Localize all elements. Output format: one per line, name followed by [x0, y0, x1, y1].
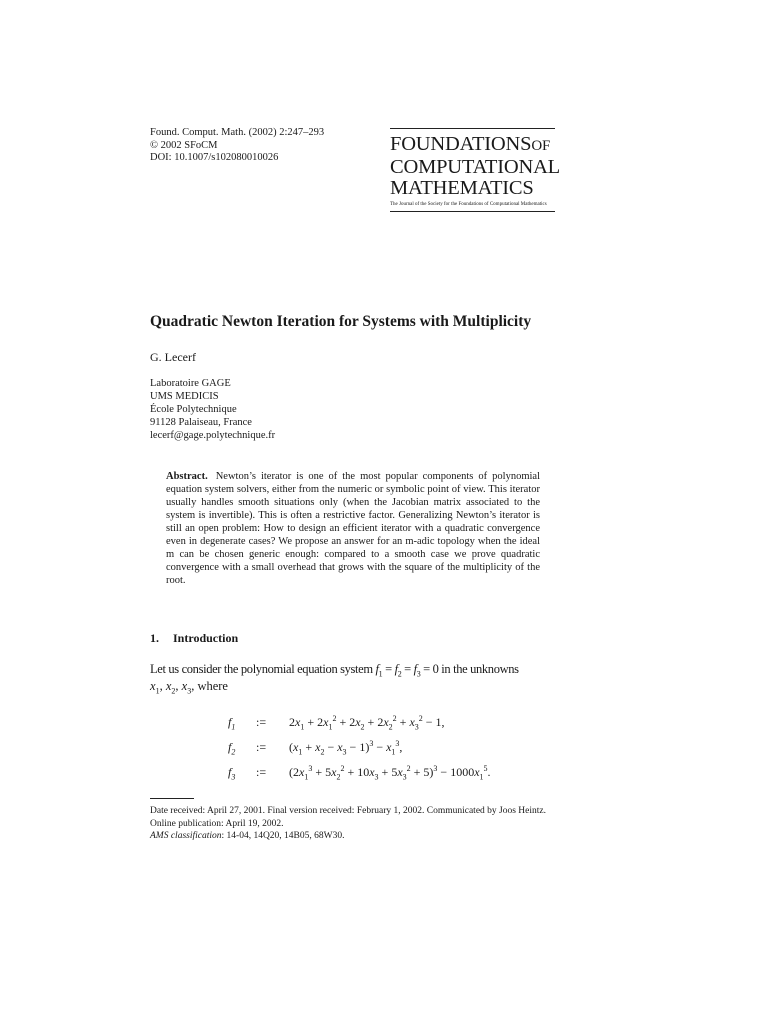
online-publication: Online publication: April 19, 2002.: [150, 818, 284, 829]
abstract-label: Abstract.: [166, 471, 208, 482]
logo-word-mathematics: MATHEMATICS: [390, 177, 534, 199]
affiliation-line: École Polytechnique: [150, 403, 237, 415]
equation-f1: $f_1$ := $2x_1 + 2x_1^2 + 2x_2 + 2x_2^2 + x_3^2 - 1$,: [228, 714, 445, 732]
equation-f2: $f_2$ := $(x_1 + x_2 - x_3 - 1)^3 - x_1^3$,: [228, 739, 403, 757]
logo-bottom-rule: [390, 211, 555, 212]
logo-word-of: OF: [531, 138, 551, 154]
article-title: Quadratic Newton Iteration for Systems with Multiplicity: [150, 313, 532, 330]
date-received: Date received: April 27, 2001. Final version received: February 1, 2002. Communicated by Joos Heintz.: [150, 806, 547, 816]
logo-word-computational: COMPUTATIONAL: [390, 156, 561, 178]
author-email: lecerf@gage.polytechnique.fr: [150, 429, 276, 441]
affiliation-line: Laboratoire GAGE: [150, 378, 231, 389]
affiliation-block: [150, 378, 275, 443]
logo-tagline: The Journal of the Society for the Foundations of Computational Mathematics: [390, 202, 547, 207]
equation-f3: $f_3$ := $(2x_1^3 + 5x_2^2 + 10x_3 + 5x_3^2 + 5)^3 - 1000x_1^5$.: [228, 764, 491, 782]
logo-top-rule: [390, 128, 555, 129]
intro-paragraph: [150, 661, 555, 695]
author-name: G. Lecerf: [150, 350, 196, 364]
system-equation: $f_1 = f_2 = f_3 = 0$: [375, 662, 439, 679]
section-heading: [150, 631, 238, 646]
intro-line-2: $x_1$, $x_2$, $x_3$, where: [150, 679, 228, 696]
section-title: Introduction: [173, 631, 239, 645]
ams-classification: AMS classification: 14-04, 14Q20, 14B05, 68W30.: [150, 831, 345, 841]
citation-block: [150, 127, 324, 165]
affiliation-line: 91128 Palaiseau, France: [150, 416, 252, 428]
logo-word-foundations: FOUNDATIONSOF: [390, 133, 551, 155]
abstract: [166, 470, 540, 587]
affiliation-line: UMS MEDICIS: [150, 390, 219, 402]
intro-line-1: Let us consider the polynomial equation system $f_1 = f_2 = f_3 = 0$ in the unknowns: [150, 662, 519, 679]
unknowns-list: $x_1$, $x_2$, $x_3$: [150, 679, 192, 696]
journal-logo: [390, 128, 561, 212]
footnote-rule: [150, 798, 194, 799]
footnote: [150, 805, 546, 843]
abstract-text: Newton’s iterator is one of the most popular components of polynomial equation system solvers, either from the numeric or symbolic point of view. This iterator usually handles smooth situations only (when the Jacobian matrix associated to the system is invertible). This is often a restrictive factor. Generalizing Newton’s iterator is still an open problem: How to design an efficient iterator with a quadratic convergence even in degenerate cases? We propose an answer for an m-adic topology when the ideal m can be chosen generic enough: compared to a smooth case we prove quadratic convergence with a small overhead that grows with the square of the multiplicity of the root.: [166, 471, 540, 586]
equation-block: [228, 710, 491, 785]
doi-line: DOI: 10.1007/s102080010026: [150, 152, 279, 163]
copyright-line: © 2002 SFoCM: [150, 139, 218, 151]
journal-citation: Found. Comput. Math. (2002) 2:247–293: [150, 127, 325, 138]
section-number: 1.: [150, 631, 159, 645]
